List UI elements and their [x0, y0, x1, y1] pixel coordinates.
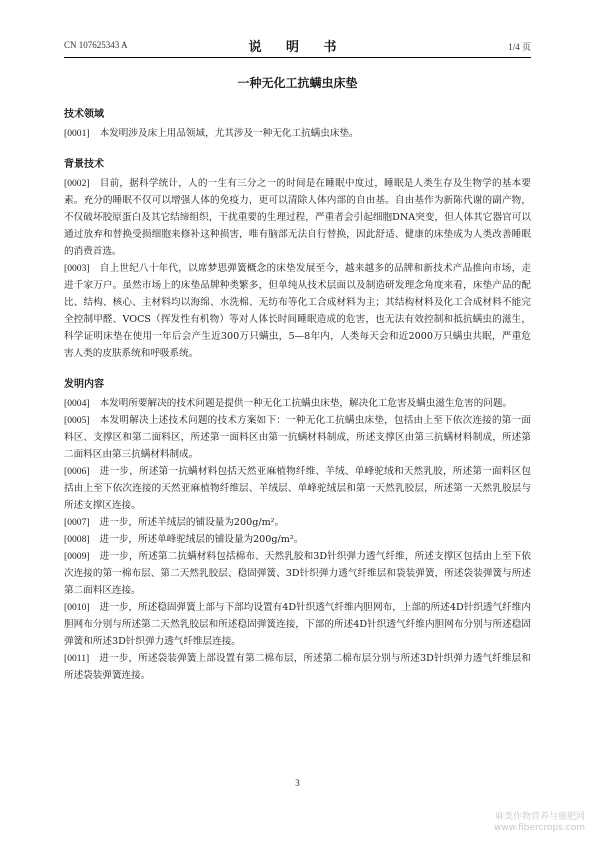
- paragraph-0007: [64, 514, 531, 531]
- section-heading-background: 背景技术: [64, 159, 104, 170]
- section-heading-summary: 发明内容: [64, 379, 104, 390]
- page-of: 1/4 页: [508, 42, 531, 52]
- paragraph-number: [0002]: [64, 178, 90, 189]
- paragraph-number: [0003]: [64, 263, 90, 274]
- paragraph-text: 进一步，所述第一抗螨材料包括天然亚麻植物纤维、羊绒、单峰驼绒和天然乳胶，所述第一面料区包括由上至下依次连接的天然亚麻植物纤维层、羊绒层、单峰驼绒层和第一天然乳胶层，所述第一天然乳胶层与所述支撑区连接。: [64, 466, 531, 511]
- paragraph-0009: [64, 548, 531, 599]
- paragraph-text: 进一步，所述稳固弹簧上部与下部均设置有4D针织透气纤维内胆网布，上部的所述4D针织透气纤维内胆网布分别与所述第二天然乳胶层和所述稳固弹簧连接，下部的所述4D针织透气纤维内胆网布分别与所述稳固弹簧和所述3D针织弹力透气纤维层连接。: [64, 602, 531, 647]
- paragraph-text: 进一步，所述羊绒层的铺设量为200g/m²。: [99, 517, 285, 528]
- paragraph-number: [0009]: [64, 551, 90, 562]
- paragraph-text: 本发明所要解决的技术问题是提供一种无化工抗螨虫床垫，解决化工危害及螨虫滋生危害的问题。: [99, 398, 513, 409]
- watermark-site-name: 麻类作物营养与施肥网: [494, 812, 585, 822]
- paragraph-0010: [64, 599, 531, 650]
- paragraph-text: 目前，据科学统计，人的一生有三分之一的时间是在睡眠中度过，睡眠是人类生存及生物学的基本要素。充分的睡眠不仅可以增强人体的免疫力，更可以清除人体内部的自由基。自由基作为新陈代谢的副产物，不仅破坏胶原蛋白及其它结缔组织，干扰重要的生理过程，严重者会引起细胞DNA突变，但人体其它器官可以通过放弃和替换受损细胞来修补这种损害，唯有脑部无法自行替换，因此舒适、健康的床垫成为人类改善睡眠的消费首选。: [64, 178, 531, 257]
- paragraph-text: 自上世纪八十年代，以席梦思弹簧概念的床垫发展至今，越来越多的品牌和新技术产品推向市场，走进千家万户。虽然市场上的床垫品牌种类繁多，但单纯从技术层面以及制造研发理念角度来看，床垫产品的配比、结构、核心、主材料均以海绵、水洗棉、无纺布等化工合成材料为主；其结构材料及化工合成材料不能完全控制甲醛、VOCS（挥发性有机物）等对人体长时间睡眠造成的危害，也无法有效控制和抵抗螨虫的滋生，科学证明床垫在使用一年后会产生近300万只螨虫，5—8年内，人类每天会和近2000万只螨虫共眠，严重危害人类的皮肤系统和呼吸系统。: [64, 263, 531, 359]
- document-type: 说 明 书: [248, 40, 347, 55]
- paragraph-number: [0004]: [64, 398, 90, 409]
- paragraph-number: [0007]: [64, 517, 90, 528]
- paragraph-0008: [64, 531, 531, 548]
- watermark: [494, 812, 585, 834]
- paragraph-text: 本发明解决上述技术问题的技术方案如下：一种无化工抗螨虫床垫，包括由上至下依次连接的第一面料区、支撑区和第二面料区，所述第一面料区由第一抗螨材料制成，所述支撑区由第三抗螨材料制成，所述第二面料区由第三抗螨材料制成。: [64, 415, 531, 460]
- paragraph-0003: [64, 260, 531, 362]
- paragraph-text: 本发明涉及床上用品领域，尤其涉及一种无化工抗螨虫床垫。: [99, 128, 359, 139]
- paragraph-number: [0001]: [64, 128, 90, 139]
- paragraph-number: [0010]: [64, 602, 90, 613]
- header-rule: [64, 57, 531, 58]
- paragraph-text: 进一步，所述单峰驼绒层的铺设量为200g/m²。: [99, 534, 304, 545]
- paragraph-0006: [64, 463, 531, 514]
- paragraph-0002: [64, 175, 531, 260]
- patent-id: CN 107625343 A: [64, 40, 128, 50]
- document-title: 一种无化工抗螨虫床垫: [237, 76, 358, 90]
- paragraph-0011: [64, 650, 531, 684]
- paragraph-text: 进一步，所述第二抗螨材料包括棉布、天然乳胶和3D针织弹力透气纤维，所述支撑区包括由上至下依次连接的第一棉布层、第二天然乳胶层、稳固弹簧、3D针织弹力透气纤维层和袋装弹簧，所述袋装弹簧与所述第二面料区连接。: [64, 551, 531, 596]
- paragraph-number: [0008]: [64, 534, 90, 545]
- paragraph-number: [0011]: [64, 653, 90, 664]
- paragraph-0004: [64, 395, 531, 412]
- page-header: [64, 36, 531, 54]
- page-number: 3: [295, 778, 300, 788]
- paragraph-text: 进一步，所述袋装弹簧上部设置有第二棉布层，所述第二棉布层分别与所述3D针织弹力透气纤维层和所述袋装弹簧连接。: [64, 653, 531, 681]
- watermark-url: www.fibercrops.com: [494, 823, 585, 833]
- paragraph-number: [0005]: [64, 415, 90, 426]
- paragraph-number: [0006]: [64, 466, 90, 477]
- paragraph-0005: [64, 412, 531, 463]
- section-heading-technical-field: 技术领域: [64, 109, 104, 120]
- paragraph-0001: [64, 125, 531, 142]
- document-body: [64, 106, 531, 684]
